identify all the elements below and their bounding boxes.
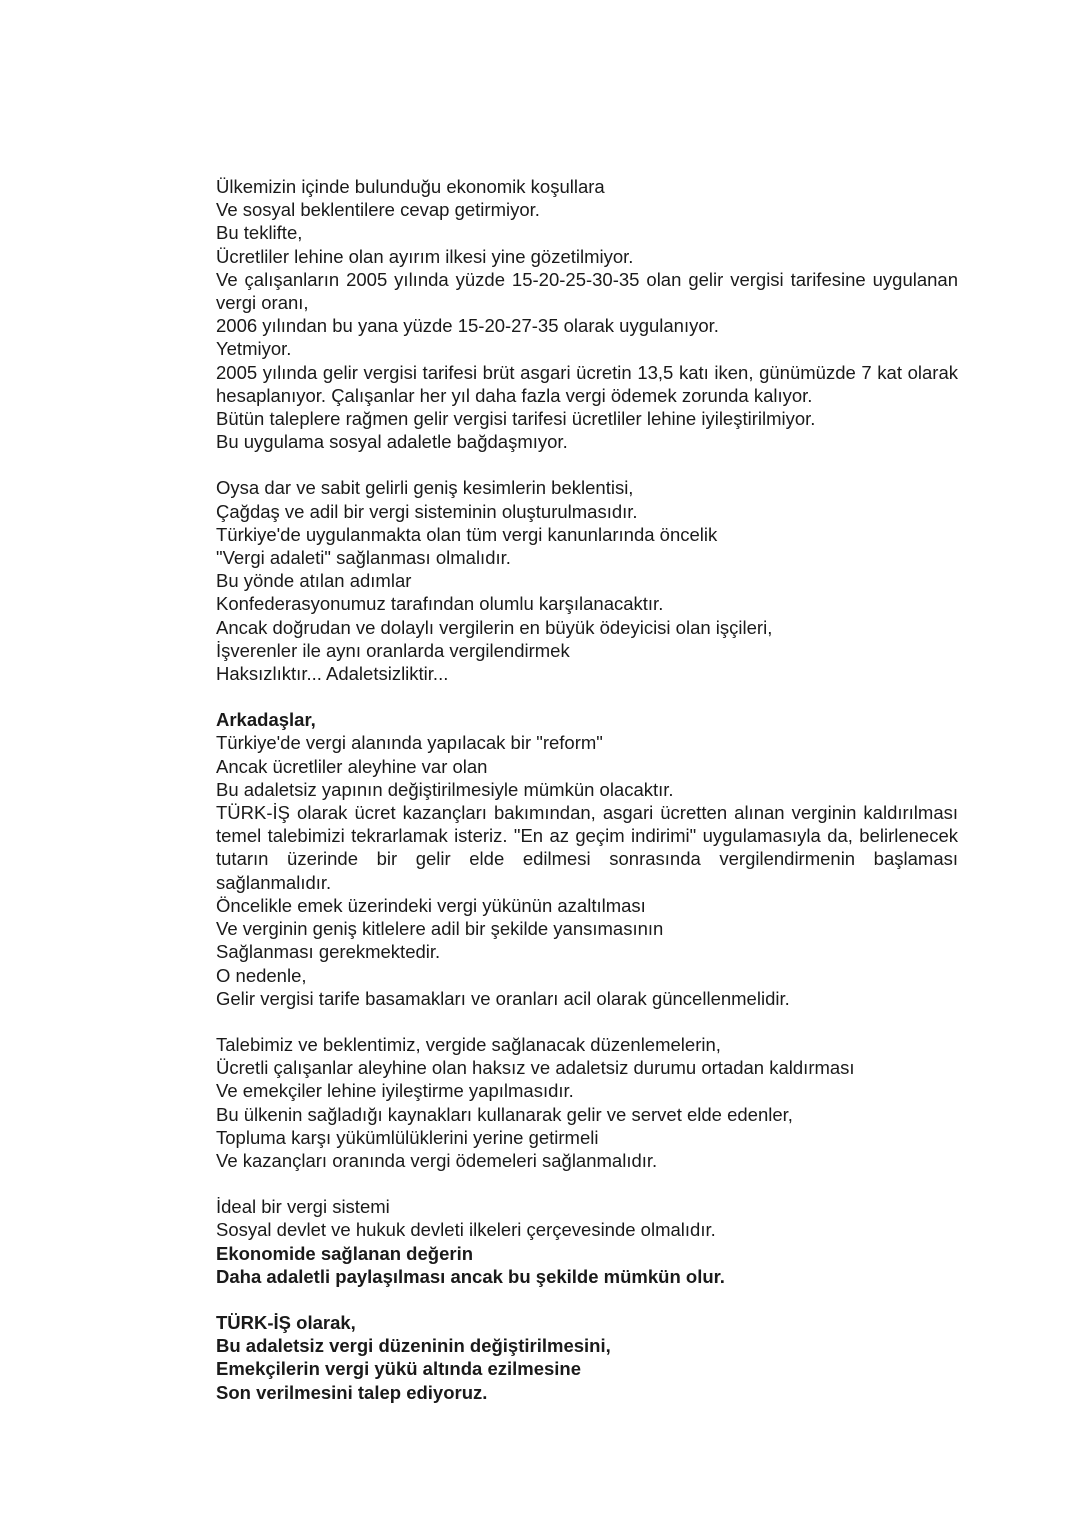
text-line: Ülkemizin içinde bulunduğu ekonomik koşullara (216, 176, 605, 197)
text-line: Talebimiz ve beklentimiz, vergide sağlanacak düzenlemelerin, (216, 1033, 721, 1055)
text-line: Yetmiyor. (216, 338, 292, 360)
paragraph-spacer (216, 685, 958, 708)
paragraph-spacer (216, 1288, 958, 1311)
text-line: Ücretli çalışanlar aleyhine olan haksız ve adaletsiz durumu ortadan kaldırması (216, 1057, 855, 1079)
text-line: Haksızlıktır... Adaletsizliktir... (216, 663, 449, 685)
text-line: "Vergi adaleti" sağlanması olmalıdır. (216, 547, 511, 569)
text-line: Bütün taleplere rağmen gelir vergisi tarifesi ücretliler lehine iyileştirilmiyor. (216, 408, 816, 430)
text-line: O nedenle, (216, 964, 307, 986)
text-line: Ve kazançları oranında vergi ödemeleri sağlanmalıdır. (216, 1149, 658, 1171)
text-line: Çağdaş ve adil bir vergi sisteminin oluşturulmasıdır. (216, 500, 638, 522)
text-line: Ücretliler lehine olan ayırım ilkesi yine gözetilmiyor. (216, 245, 634, 267)
document-body (216, 175, 958, 1404)
text-line: İşverenler ile aynı oranlarda vergilendirmek (216, 639, 570, 661)
bold-text-line: Son verilmesini talep ediyoruz. (216, 1381, 488, 1403)
paragraph-3 (216, 708, 958, 1010)
text-line: Bu teklifte, (216, 222, 303, 244)
text-line: Oysa dar ve sabit gelirli geniş kesimlerin beklentisi, (216, 477, 634, 499)
text-line: Sosyal devlet ve hukuk devleti ilkeleri çerçevesinde olmalıdır. (216, 1219, 716, 1241)
bold-text-line: Daha adaletli paylaşılması ancak bu şekilde mümkün olur. (216, 1265, 725, 1287)
paragraph-2 (216, 476, 958, 685)
text-line: Ve çalışanların 2005 yılında yüzde 15-20-25-30-35 olan gelir vergisi tarifesine uygulanan vergi oranı, (216, 268, 958, 314)
bold-text-line: TÜRK-İŞ olarak, (216, 1311, 356, 1333)
text-line: Ve sosyal beklentilere cevap getirmiyor. (216, 199, 540, 221)
text-line: Öncelikle emek üzerindeki vergi yükünün azaltılması (216, 894, 646, 916)
text-line: İdeal bir vergi sistemi (216, 1196, 390, 1218)
paragraph-spacer (216, 1010, 958, 1033)
text-line: Topluma karşı yükümlülüklerini yerine getirmeli (216, 1126, 599, 1148)
paragraph-1 (216, 175, 958, 453)
paragraph-5 (216, 1195, 958, 1288)
bold-text-line: Bu adaletsiz vergi düzeninin değiştirilmesini, (216, 1335, 611, 1357)
text-line: Sağlanması gerekmektedir. (216, 941, 441, 963)
text-line: TÜRK-İŞ olarak ücret kazançları bakımından, asgari ücretten alınan verginin kaldırılması temel talebimizi tekrarlamak isteriz. "En az geçim indirimi" uygulamasıyla da, belirlenecek tutarın üzerinde bir gelir elde edilmesi sonrasında vergilendirmenin başlaması sağlanmalıdır. (216, 802, 958, 893)
section-heading: Arkadaşlar, (216, 709, 316, 731)
text-line: Ancak doğrudan ve dolaylı vergilerin en büyük ödeyicisi olan işçileri, (216, 616, 773, 638)
text-line: Bu uygulama sosyal adaletle bağdaşmıyor. (216, 431, 568, 453)
bold-text-line: Ekonomide sağlanan değerin (216, 1242, 474, 1264)
text-line: Ve emekçiler lehine iyileştirme yapılmasıdır. (216, 1080, 574, 1102)
paragraph-spacer (216, 1172, 958, 1195)
text-line: Bu adaletsiz yapının değiştirilmesiyle mümkün olacaktır. (216, 778, 674, 800)
text-line: Bu ülkenin sağladığı kaynakları kullanarak gelir ve servet elde edenler, (216, 1103, 793, 1125)
text-line: Türkiye'de vergi alanında yapılacak bir "reform" (216, 732, 603, 754)
text-line: Ancak ücretliler aleyhine var olan (216, 755, 488, 777)
text-line: 2005 yılında gelir vergisi tarifesi brüt asgari ücretin 13,5 katı iken, günümüzde 7 kat olarak hesaplanıyor. Çalışanlar her yıl daha fazla vergi ödemek zorunda kalıyor. (216, 361, 958, 406)
bold-text-line: Emekçilerin vergi yükü altında ezilmesine (216, 1358, 582, 1380)
paragraph-spacer (216, 453, 958, 476)
text-line: Konfederasyonumuz tarafından olumlu karşılanacaktır. (216, 593, 664, 615)
text-line: 2006 yılından bu yana yüzde 15-20-27-35 olarak uygulanıyor. (216, 315, 719, 337)
text-line: Gelir vergisi tarife basamakları ve oranları acil olarak güncellenmelidir. (216, 987, 790, 1009)
text-line: Bu yönde atılan adımlar (216, 570, 412, 592)
text-line: Türkiye'de uygulanmakta olan tüm vergi kanunlarında öncelik (216, 523, 718, 545)
text-line: Ve verginin geniş kitlelere adil bir şekilde yansımasının (216, 918, 664, 940)
paragraph-4 (216, 1033, 958, 1172)
closing-statement (216, 1311, 958, 1404)
